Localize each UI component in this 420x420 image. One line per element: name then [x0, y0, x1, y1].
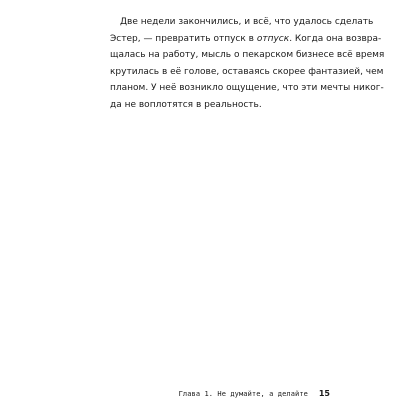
text-line: щалась на работу, мысль о пекарском бизнесе всё время	[110, 50, 385, 61]
running-title: Глава 1. Не думайте, а делайте	[178, 390, 308, 398]
text-line: планом. У неё возникло ощущение, что эти мечты никог-	[110, 83, 384, 94]
italic-word: отпуск	[256, 33, 290, 44]
text-line: крутилась в её голове, оставаясь скорее фантазией, чем	[110, 66, 384, 77]
page-number: 15	[318, 389, 330, 398]
text-segment: Эстер, — превратить отпуск в	[110, 33, 257, 44]
page-footer	[110, 389, 330, 402]
body-paragraph	[110, 14, 385, 114]
text-line: Две недели закончились, и всё, что удалось сделать	[120, 17, 374, 27]
text-line	[110, 31, 382, 48]
text-segment: . Когда она возвра-	[289, 33, 382, 44]
text-line: да не воплотятся в реальность.	[110, 99, 262, 110]
